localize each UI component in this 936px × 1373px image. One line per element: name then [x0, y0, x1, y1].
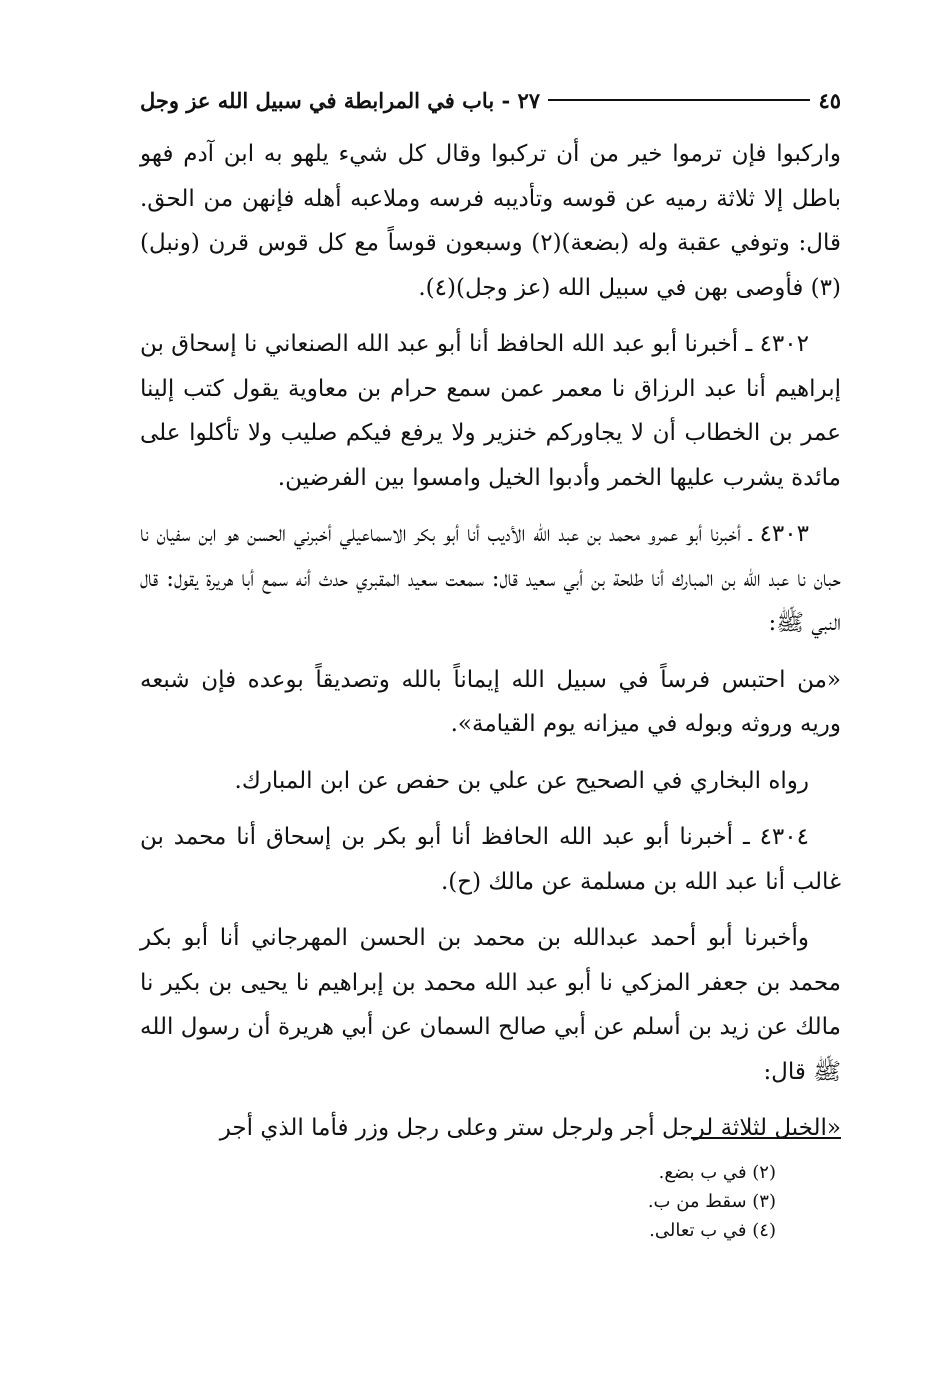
- hadith-text-quote: «من احتبس فرساً في سبيل الله إيماناً بالله وتصديقاً بوعده فإن شبعه وريه وروثه وبوله في ميزانه يوم القيامة».: [140, 666, 841, 737]
- header-rule: [548, 99, 810, 101]
- footnote: (٢) في ب بضع.: [658, 1162, 776, 1183]
- paragraph-continuation: واركبوا فإن ترموا خير من أن تركبوا وقال كل شيء يلهو به ابن آدم فهو باطل إلا ثلاثة رميه عن قوسه وتأديبه فرسه وملاعبه أهله فإنهن من الحق. قال: وتوفي عقبة وله (بضعة)(٢) وسبعون قوساً مع كل قوس قرن (ونبل)(٣) فأوصى بهن في سبيل الله (عز وجل)(٤).: [140, 141, 842, 301]
- narration-note: رواه البخاري في الصحيح عن علي بن حفص عن ابن المبارك.: [234, 767, 809, 794]
- page-number: ٤٥: [818, 87, 841, 113]
- footnote: (٣) سقط من ب.: [647, 1191, 776, 1212]
- footnotes: [648, 1158, 776, 1245]
- footnote-rule: [691, 1137, 841, 1139]
- hadith-4302: ٤٣٠٢ ـ أخبرنا أبو عبد الله الحافظ أنا أبو عبد الله الصنعاني نا إسحاق بن إبراهيم أنا عبد الرزاق نا معمر عمن سمع حرام بن معاوية يقول كتب إلينا عمر بن الخطاب أن لا يجاوركم خنزير ولا يرفع فيكم صليب ولا تأكلوا على مائدة يشرب عليها الخمر وأدبوا الخيل وامسوا بين الفرضين.: [140, 331, 841, 491]
- footnote: (٤) في ب تعالى.: [649, 1220, 776, 1241]
- hadith-4304: ٤٣٠٤ ـ أخبرنا أبو عبد الله الحافظ أنا أبو بكر بن إسحاق أنا محمد بن غالب أنا عبد الله بن مسلمة عن مالك (ح).: [140, 824, 841, 895]
- hadith-text-quote-2: «الخيل لثلاثة لرجل أجر ولرجل ستر وعلى رجل وزر فأما الذي أجر: [219, 1115, 841, 1141]
- hadith-4303: ٤٣٠٣ ـ أخبرنا أبو عمرو محمد بن عبد الله الأديب أنا أبو بكر الاسماعيلي أخبرني الحسن هو ابن سفيان نا حبان نا عبد الله بن المبارك أنا طلحة بن أبي سعيد قال: سمعت سعيد المقبري حدث أنه سمع أبا هريرة يقول: قال النبي ﷺ:: [140, 521, 841, 636]
- running-header: [140, 80, 841, 120]
- main-text: [140, 132, 841, 1163]
- chapter-title: ٢٧ - باب في المرابطة في سبيل الله عز وجل: [140, 87, 541, 113]
- chain-of-narration: وأخبرنا أبو أحمد عبدالله بن محمد بن الحسن المهرجاني أنا أبو بكر محمد بن جعفر المزكي نا أبو عبد الله محمد بن إبراهيم نا يحيى بن بكير نا مالك عن زيد بن أسلم عن أبي صالح السمان عن أبي هريرة أن رسول الله ﷺ قال:: [140, 925, 841, 1085]
